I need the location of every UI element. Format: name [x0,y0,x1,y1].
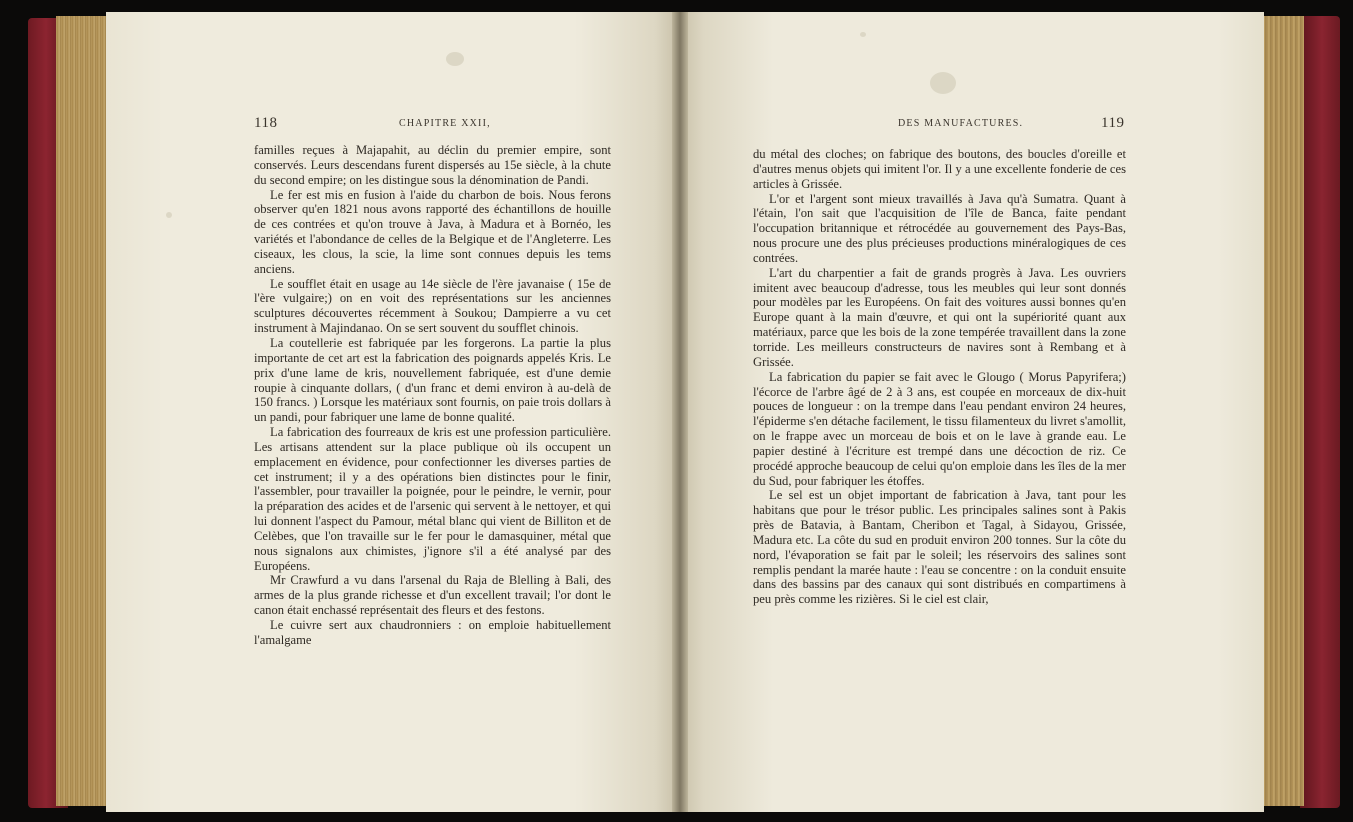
paragraph: Le sel est un objet important de fabrication à Java, tant pour les habitans que pour le trésor public. Les principales salines sont à Pakis près de Batavia, à Bantam, Cheribon et Tagal, à Sidayou, Grissée, Madura etc. La côte du sud en produit environ 200 tonnes. Sur la côte du nord, l'évaporation se fait par le soleil; les réservoirs des salines sont remplis pendant la marée haute : l'eau se concentre : on la conduit ensuite dans des bassins par des canaux qui sont distribués en compartimens à peu près comme les rizières. Si le ciel est clair, [753,488,1126,607]
paragraph: familles reçues à Majapahit, au déclin du premier empire, sont conservés. Leurs descendans furent dispersés au 15e siècle, à la chute du second empire; on les distingue sous la dénomination de Pandi. [254,143,611,187]
left-body-text [254,143,611,648]
paragraph: Le cuivre sert aux chaudronniers : on emploie habituellement l'amalgame [254,618,611,647]
paragraph: Mr Crawfurd a vu dans l'arsenal du Raja de Blelling à Bali, des armes de la plus grande richesse et d'un excellent travail; l'or dont le canon était enchassé représentait des fleurs et des festons. [254,573,611,618]
left-page-edges [56,16,108,806]
paragraph: Le fer est mis en fusion à l'aide du charbon de bois. Nous ferons observer qu'en 1821 nous avons rapporté des échantillons de houille de ces contrées et qu'on trouve à Java, à Madura et à Bornéo, les variétés et l'abondance de celles de la Belgique et de l'Angleterre. Les ciseaux, les clous, la scie, la lime sont connues depuis les tems anciens. [254,187,611,276]
left-running-header [254,115,611,140]
right-page-edges [1262,16,1304,806]
paragraph: La coutellerie est fabriquée par les forgerons. La partie la plus importante de cet art est la fabrication des poignards appelés Kris. Le prix d'une lame de kris, nouvellement fabriquée, est d'une demie roupie à cinquante dollars, ( d'un franc et demi environ à au-delà de 150 francs. ) Lorsque les matériaux sont fournis, on paie trois dollars à un pandi, pour fabriquer une lame de bonne qualité. [254,335,611,425]
paragraph: du métal des cloches; on fabrique des boutons, des boucles d'oreille et d'autres menus objets qui imitent l'or. Il y a une excellente fonderie de ces articles à Grissée. [753,147,1126,191]
paragraph: La fabrication du papier se fait avec le Glougo ( Morus Papyrifera;) l'écorce de l'arbre âgé de 2 à 3 ans, est coupée en morceaux de dix-huit pouces de longueur : on la trempe dans l'eau pendant environ 24 heures, l'épiderme s'en détache facilement, le tissu filamenteux du livret s'amollit, on le frappe avec un morceau de bois et on le lave à grande eau. Le papier destiné à l'écriture est trempé dans une décoction de riz. Ce procédé approche beaucoup de celui qu'on emploie dans les îles de la mer du Sud, pour fabriquer les étoffes. [753,369,1126,488]
paragraph: La fabrication des fourreaux de kris est une profession particulière. Les artisans attendent sur la place publique où ils occupent un emplacement en évidence, pour confectionner les diverses parties de cet instrument; il y a des opérations bien distinctes pour le finir, l'assembler, pour travailler la poignée, pour le peindre, le vernir, pour la préparation des acides et de l'arsenic qui servent à le nettoyer, et qui lui donnent l'aspect du Pamour, métal blanc qui vient de Billiton et de Celèbes, que l'on travaille sur le fer pour le damasquiner, métal que nous signalons aux chimistes, j'ignore s'il a été analysé par des Européens. [254,425,611,573]
paragraph: L'or et l'argent sont mieux travaillés à Java qu'à Sumatra. Quant à l'étain, l'on sait que l'acquisition de l'île de Banca, faite pendant l'occupation britannique et rétrocédée au gouvernement des Pays-Bas, nous procure une des plus précieuses productions minéralogiques de ces contrées. [753,191,1126,265]
paragraph: L'art du charpentier a fait de grands progrès à Java. Les ouvriers imitent avec beaucoup d'adresse, tous les meubles qui leur sont donnés pour modèles par les Européens. On fait des voitures aussi bonnes qu'en Europe quant à la main d'œuvre, et qui ont la supériorité quant aux matériaux, parce que les bois de la zone tempérée travaillent dans la zone torride. Les meilleurs constructeurs de navires sont à Rembang et à Grissée. [753,265,1126,369]
right-running-header [753,115,1126,140]
left-page-number: 118 [254,115,278,131]
right-cover [1300,16,1340,808]
paragraph: Le soufflet était en usage au 14e siècle de l'ère javanaise ( 15e de l'ère vulgaire;) on en voit des représentations sur les anciennes sculptures découvertes récemment à Soukou; Dampierre a vu cet instrument à Majindanao. On se sert souvent du soufflet chinois. [254,276,611,336]
right-page-number: 119 [1101,115,1125,131]
right-running-head: DES MANUFACTURES. [898,118,1024,129]
book-gutter [672,12,688,812]
left-running-head: CHAPITRE XXII, [399,118,491,129]
right-body-text [753,147,1126,607]
